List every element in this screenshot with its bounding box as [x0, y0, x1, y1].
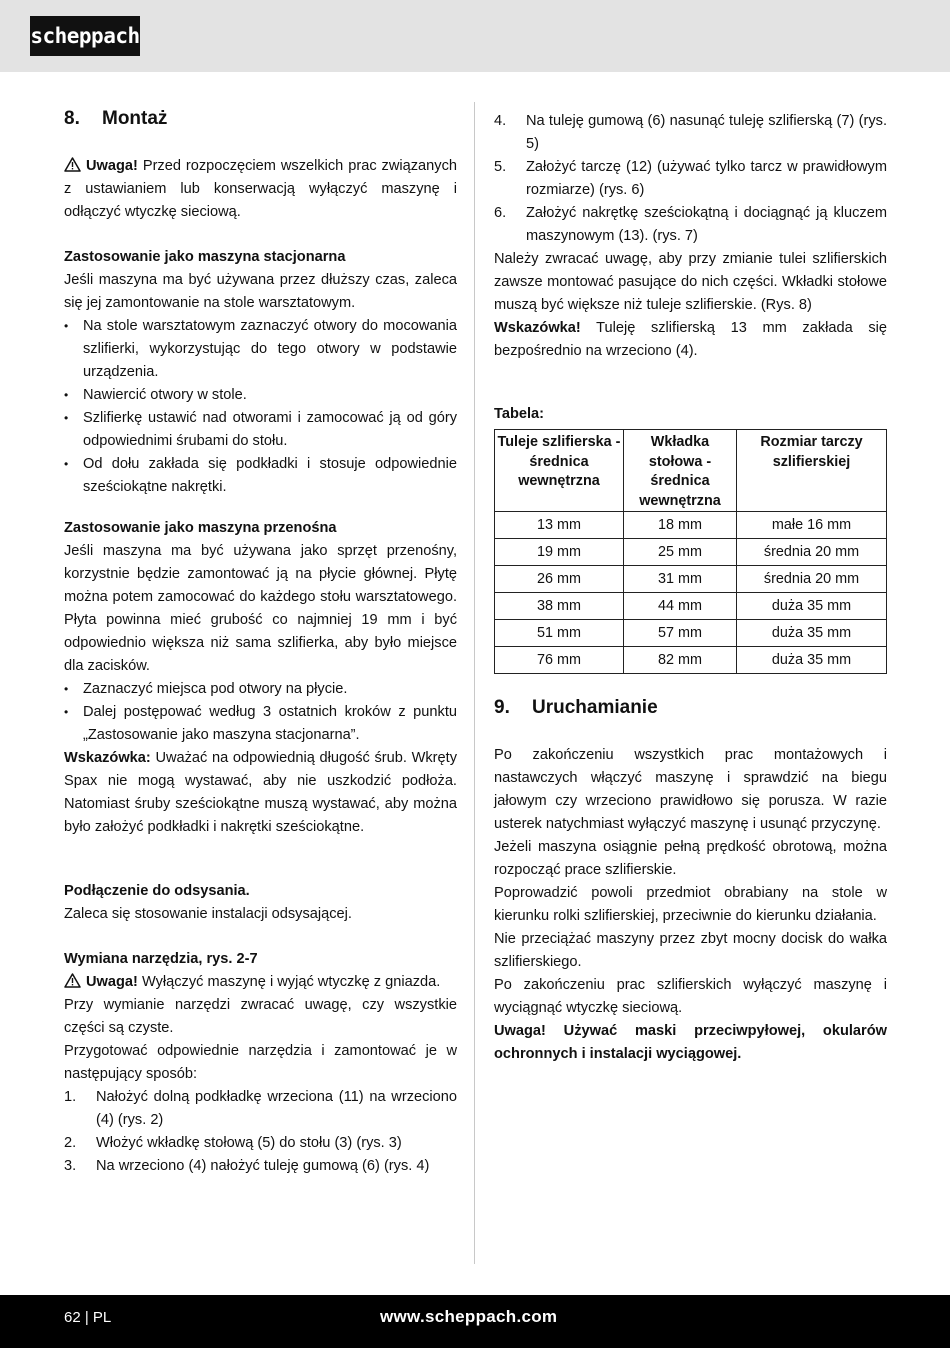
- step-text: Na wrzeciono (4) nałożyć tuleję gumową (6) (rys. 4): [96, 1158, 430, 1174]
- hint-text: Uważać na odpowiednią długość śrub. Wkręty Spax nie mogą wystawać, aby nie uszkodzić podłoża. Natomiast śruby sześciokątne muszą wystawać, aby można było założyć podkładki i nakrętki sześciokątne.: [64, 750, 457, 835]
- step-number: 4.: [494, 113, 507, 129]
- table-cell: 76 mm: [495, 647, 624, 674]
- paragraph: Po zakończeniu wszystkich prac montażowych i nastawczych włączyć maszynę i sprawdzić na biegu jałowym czy wrzeciono prawidłowo się porusza. W razie usterek natychmiast wyłączyć maszynę i usunąć przyczynę.: [494, 747, 887, 832]
- footer-bar: [0, 1295, 950, 1348]
- table-row: [495, 647, 887, 674]
- column-header: Tuleje szlifierska - średnica wewnętrzna: [495, 430, 624, 512]
- table-row: [495, 566, 887, 593]
- paragraph: Nie przeciążać maszyny przez zbyt mocny docisk do wałka szlifierskiego.: [494, 931, 887, 970]
- list-item: • Dalej postępować według 3 ostatnich kroków z punktu „Zastosowanie jako maszyna stacjonarna”.: [64, 701, 457, 747]
- step-text: Założyć nakrętkę sześciokątną i dociągnąć ją kluczem maszynowym (13). (rys. 7): [526, 205, 887, 244]
- continued-steps: [494, 110, 887, 363]
- table-cell: 44 mm: [624, 593, 737, 620]
- column-divider: [474, 102, 475, 1264]
- table-cell: duża 35 mm: [737, 593, 887, 620]
- step-text: Na tuleję gumową (6) nasunąć tuleję szlifierską (7) (rys. 5): [526, 113, 887, 152]
- paragraph: Przygotować odpowiednie narzędzia i zamontować je w następujący sposób:: [64, 1043, 457, 1082]
- step-number: 2.: [64, 1135, 77, 1151]
- table-cell: 31 mm: [624, 566, 737, 593]
- warning-paragraph: [64, 971, 457, 994]
- startup-section: [494, 744, 887, 1066]
- step-number: 3.: [64, 1158, 77, 1174]
- list-item: • Od dołu zakłada się podkładki i stosuje odpowiednie sześciokątne nakrętki.: [64, 453, 457, 499]
- warning-paragraph: [64, 155, 457, 224]
- website-url: www.scheppach.com: [380, 1307, 558, 1326]
- portable-section: [64, 517, 457, 839]
- section-8-heading: [64, 107, 167, 130]
- numbered-step: [494, 110, 887, 156]
- header-bar: [0, 0, 950, 72]
- section-title: Montaż: [102, 108, 168, 129]
- paragraph: Przy wymianie narzędzi zwracać uwagę, czy wszystkie części są czyste.: [64, 997, 457, 1036]
- table-cell: 25 mm: [624, 539, 737, 566]
- paragraph: Poprowadzić powoli przedmiot obrabiany na stole w kierunku rolki szlifierskiej, przeciwnie do kierunku działania.: [494, 885, 887, 924]
- table-cell: 51 mm: [495, 620, 624, 647]
- step-number: 1.: [64, 1089, 77, 1105]
- hint-paragraph: [494, 317, 887, 363]
- paragraph: Jeżeli maszyna osiągnie pełną prędkość obrotową, można rozpocząć prace szlifierskie.: [494, 839, 887, 878]
- subheading: Wymiana narzędzia, rys. 2-7: [64, 951, 258, 967]
- table-cell: 82 mm: [624, 647, 737, 674]
- step-text: Nałożyć dolną podkładkę wrzeciona (11) na wrzeciono (4) (rys. 2): [96, 1089, 457, 1128]
- paragraph: Jeśli maszyna ma być używana przez dłuższy czas, zaleca się jej zamontowanie na stole warsztatowym.: [64, 272, 457, 311]
- numbered-step: [64, 1132, 457, 1155]
- extraction-section: [64, 880, 457, 926]
- paragraph: Zaleca się stosowanie instalacji odsysającej.: [64, 906, 352, 922]
- subheading: Zastosowanie jako maszyna przenośna: [64, 520, 337, 536]
- table-cell: 18 mm: [624, 512, 737, 539]
- table-cell: średnia 20 mm: [737, 566, 887, 593]
- numbered-step: [494, 202, 887, 248]
- paragraph: Należy zwracać uwagę, aby przy zmianie tulei szlifierskich zawsze montować pasujące do nich części. Wkładki stołowe muszą być większe niż tuleje szlifierskie. (Rys. 8): [494, 251, 887, 313]
- warning-label: Uwaga!: [86, 974, 138, 990]
- hint-label: Wskazówka:: [64, 750, 151, 766]
- table-row: [495, 620, 887, 647]
- hint-label: Wskazówka!: [494, 320, 581, 336]
- column-header: Rozmiar tarczy szlifierskiej: [737, 430, 887, 512]
- hint-text: Tuleję szlifierską 13 mm zakłada się bezpośrednio na wrzeciono (4).: [494, 320, 887, 359]
- table-row: [495, 593, 887, 620]
- step-text: Włożyć wkładkę stołową (5) do stołu (3) (rys. 3): [96, 1135, 402, 1151]
- table-row: [495, 539, 887, 566]
- list-item: • Szlifierkę ustawić nad otworami i zamocować ją od góry odpowiednimi śrubami do stołu.: [64, 407, 457, 453]
- table-cell: duża 35 mm: [737, 620, 887, 647]
- stationary-section: [64, 246, 457, 499]
- table-label: Tabela:: [494, 406, 545, 422]
- table-cell: 19 mm: [495, 539, 624, 566]
- column-header: Wkładka stołowa - średnica wewnętrzna: [624, 430, 737, 512]
- table-cell: 26 mm: [495, 566, 624, 593]
- section-number: 9.: [494, 697, 510, 718]
- warning-text: Przed rozpoczęciem wszelkich prac związanych z ustawianiem lub konserwacją wyłączyć maszynę i odłączyć wtyczkę sieciową.: [64, 158, 457, 220]
- section-title: Uruchamianie: [532, 697, 658, 718]
- paragraph: Jeśli maszyna ma być używana jako sprzęt przenośny, korzystnie będzie zamontować ją na płycie głównej. Płytę można potem zamocować do każdego stołu warsztatowego. Płyta powinna mieć grubość co najmniej 19 mm i być odpowiednio większa niż sama szlifierka, aby było miejsce dla zacisków.: [64, 543, 457, 674]
- list-item: • Zaznaczyć miejsca pod otwory na płycie.: [64, 678, 457, 701]
- numbered-step: [64, 1086, 457, 1132]
- numbered-step: [494, 156, 887, 202]
- list-item: • Na stole warsztatowym zaznaczyć otwory do mocowania szlifierki, wykorzystując do tego otwory w podstawie urządzenia.: [64, 315, 457, 384]
- section-number: 8.: [64, 108, 80, 129]
- table-header-row: [495, 430, 887, 512]
- warning-triangle-icon: [64, 973, 81, 988]
- table-row: [495, 512, 887, 539]
- step-number: 6.: [494, 205, 507, 221]
- paragraph: Po zakończeniu prac szlifierskich wyłączyć maszynę i wyciągnąć wtyczkę sieciową.: [494, 977, 887, 1016]
- size-table: [494, 429, 887, 674]
- subheading: Podłączenie do odsysania.: [64, 883, 250, 899]
- table-cell: duża 35 mm: [737, 647, 887, 674]
- warning-text: Wyłączyć maszynę i wyjąć wtyczkę z gniazda.: [137, 974, 441, 990]
- step-number: 5.: [494, 159, 507, 175]
- table-cell: 57 mm: [624, 620, 737, 647]
- table-cell: 38 mm: [495, 593, 624, 620]
- table-cell: małe 16 mm: [737, 512, 887, 539]
- warning-triangle-icon: [64, 157, 81, 172]
- step-text: Założyć tarczę (12) (używać tylko tarcz w prawidłowym rozmiarze) (rys. 6): [526, 159, 887, 198]
- page-number: 62 | PL: [64, 1309, 112, 1326]
- table-cell: średnia 20 mm: [737, 539, 887, 566]
- list-item: • Nawiercić otwory w stole.: [64, 384, 457, 407]
- tool-change-section: [64, 948, 457, 1178]
- section-9-heading: [494, 696, 658, 719]
- hint-paragraph: [64, 747, 457, 839]
- final-warning: Uwaga! Używać maski przeciwpyłowej, okularów ochronnych i instalacji wyciągowej.: [494, 1023, 887, 1062]
- scheppach-logo: scheppach: [30, 16, 140, 56]
- numbered-step: [64, 1155, 457, 1178]
- warning-label: Uwaga!: [86, 158, 138, 174]
- subheading: Zastosowanie jako maszyna stacjonarna: [64, 249, 346, 265]
- table-cell: 13 mm: [495, 512, 624, 539]
